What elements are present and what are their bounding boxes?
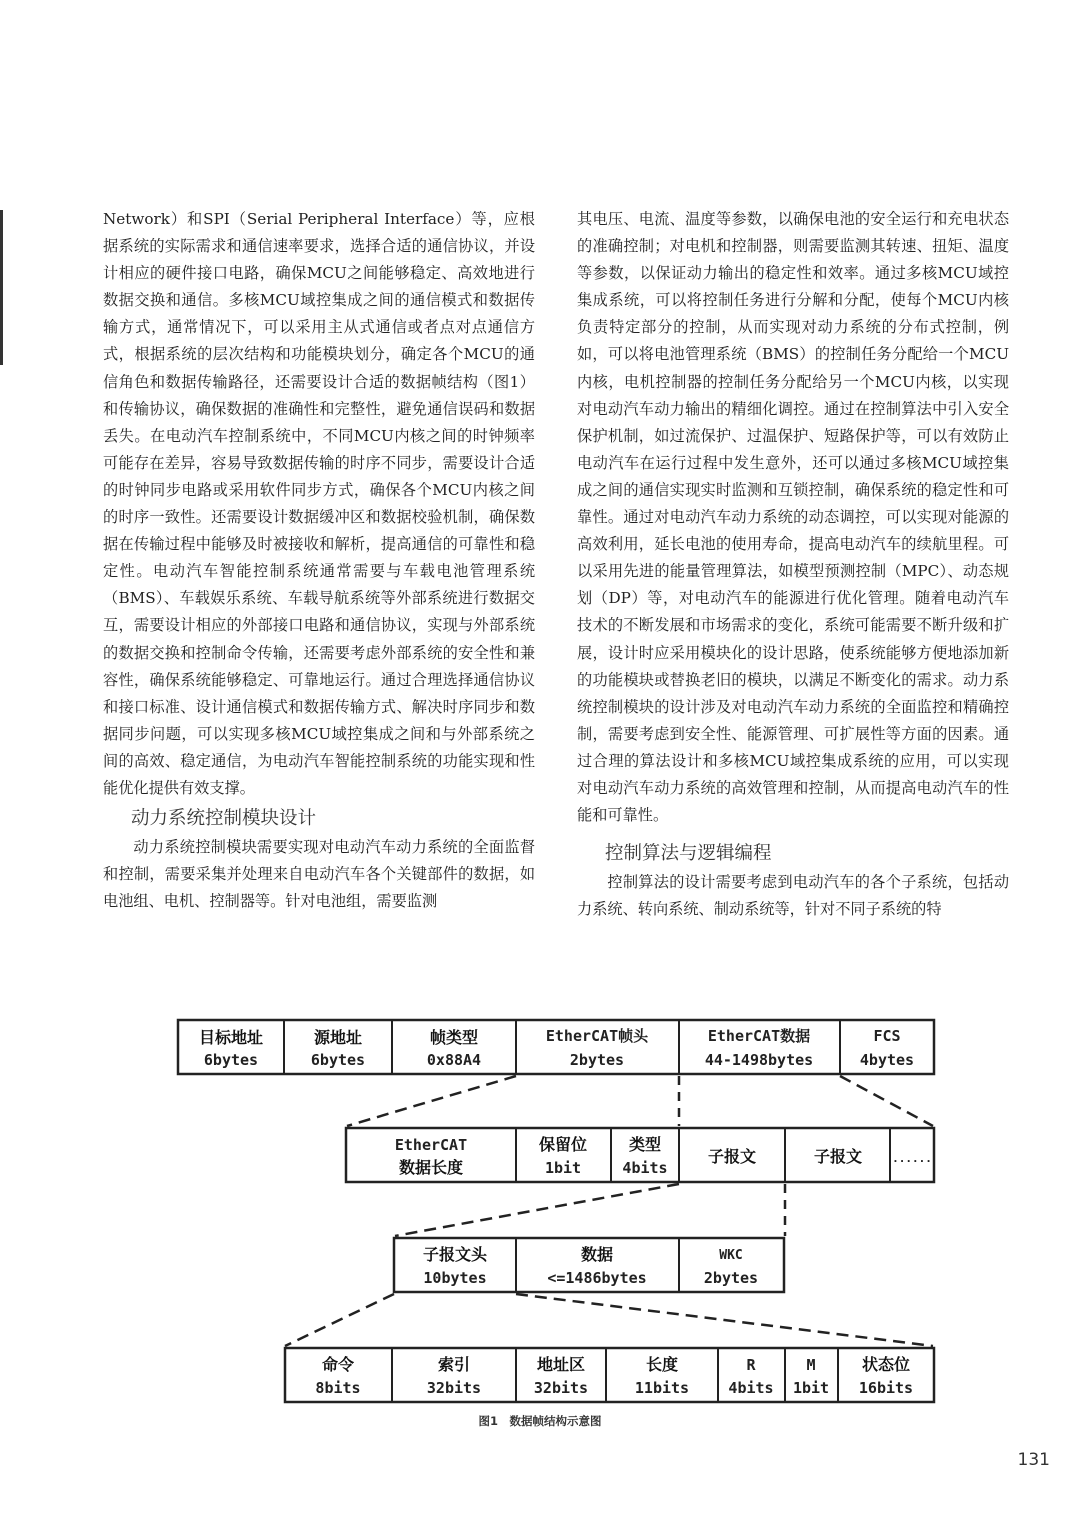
cell-src-addr-size: 6bytes <box>310 1051 366 1069</box>
cell-ethercat-length-sub: 数据长度 <box>398 1158 464 1177</box>
connector-2-left <box>395 1184 679 1236</box>
frame-structure-figure <box>0 1000 1080 1440</box>
cell-r-size: 4bits <box>728 1379 774 1397</box>
right-paragraph-2: 控制算法的设计需要考虑到电动汽车的各个子系统，包括动力系统、转向系统、制动系统等，针对不同子系统的特 <box>577 873 1009 919</box>
cell-command-label: 命令 <box>321 1355 355 1374</box>
cell-subpacket-header-size: 10bytes <box>423 1269 487 1287</box>
cell-subpacket-1: 子报文 <box>707 1147 757 1166</box>
cell-reserved-size: 1bit <box>544 1159 582 1177</box>
frame-row-ethernet <box>178 1020 934 1074</box>
cell-index-label: 索引 <box>437 1355 471 1374</box>
cell-length-label: 长度 <box>645 1355 679 1374</box>
cell-type-size: 4bits <box>622 1159 668 1177</box>
cell-src-addr-label: 源地址 <box>313 1028 363 1047</box>
cell-data-size: <=1486bytes <box>547 1269 647 1287</box>
cell-ethercat-data-label: EtherCAT数据 <box>707 1027 811 1045</box>
section-heading-power-control: 动力系统控制模块设计 <box>131 808 317 830</box>
cell-m-label: M <box>806 1356 816 1374</box>
cell-data-label: 数据 <box>580 1245 614 1264</box>
cell-length-size: 11bits <box>634 1379 690 1397</box>
cell-ethercat-data-size: 44-1498bytes <box>704 1051 814 1069</box>
cell-status-size: 16bits <box>858 1379 914 1397</box>
left-paragraph-2: 动力系统控制模块需要实现对电动汽车动力系统的全面监督和控制，需要采集并处理来自电动汽车各个关键部件的数据，如电池组、电机、控制器等。针对电池组，需要监测 <box>103 838 535 911</box>
frame-structure-diagram <box>0 1000 1080 1440</box>
cell-ethercat-header-label: EtherCAT帧头 <box>545 1027 649 1045</box>
figure-caption: 图1 数据帧结构示意图 <box>478 1414 602 1428</box>
cell-address-size: 32bits <box>533 1379 589 1397</box>
connector-3-left <box>285 1294 394 1346</box>
cell-frame-type-label: 帧类型 <box>429 1028 479 1047</box>
section-heading-control-algorithm: 控制算法与逻辑编程 <box>605 843 772 865</box>
cell-fcs-label: FCS <box>873 1027 901 1045</box>
right-column <box>577 206 1009 923</box>
cell-type-label: 类型 <box>628 1135 662 1154</box>
frame-row-ethercat <box>346 1128 934 1182</box>
cell-dest-addr-label: 目标地址 <box>198 1028 264 1047</box>
cell-address-label: 地址区 <box>536 1355 586 1374</box>
cell-dest-addr-size: 6bytes <box>203 1051 259 1069</box>
cell-ellipsis: ...... <box>892 1152 932 1165</box>
cell-subpacket-header-label: 子报文头 <box>422 1245 488 1264</box>
cell-frame-type-value: 0x88A4 <box>426 1051 482 1069</box>
cell-ethercat-header-size: 2bytes <box>569 1051 625 1069</box>
frame-row-subpacket <box>394 1238 784 1292</box>
cell-fcs-size: 4bytes <box>859 1051 915 1069</box>
page-number: 131 <box>1017 1450 1050 1470</box>
cell-wkc-label: WKC <box>719 1248 743 1263</box>
left-column <box>103 206 535 915</box>
cell-wkc-size: 2bytes <box>703 1269 759 1287</box>
cell-reserved-label: 保留位 <box>538 1135 588 1154</box>
frame-row-subpacket-header <box>285 1348 934 1402</box>
left-paragraph-1: Network）和SPI（Serial Peripheral Interface）等，应根据系统的实际需求和通信速率要求，选择合适的通信协议，并设计相应的硬件接口电路，确保MCU之间能够稳定、高效地进行数据交换和通信。多核MCU域控集成之间的通信模式和数据传输方式，通常情况下，可以采用主从式通信或者点对点通信方式，根据系统的层次结构和功能模块划分，确定各个MCU的通信角色和数据传输路径，还需要设计合适的数据帧结构（图1）和传输协议，确保数据的准确性和完整性，避免通信误码和数据丢失。在电动汽车控制系统中，不同MCU内核之间的时钟频率可能存在差异，容易导致数据传输的时序不同步，需要设计合适的时钟同步电路或采用软件同步方式，确保各个MCU内核之间的时序一致性。还需要设计数据缓冲区和数据校验机制，确保数据在传输过程中能够及时被接收和解析，提高通信的可靠性和稳定性。电动汽车智能控制系统通常需要与车载电池管理系统（BMS）、车载娱乐系统、车载导航系统等外部系统进行数据交互，需要设计相应的外部接口电路和通信协议，实现与外部系统的数据交换和控制命令传输，还需要考虑外部系统的安全性和兼容性，确保系统能够稳定、可靠地运行。通过合理选择通信协议和接口标准、设计通信模式和数据传输方式、解决时序同步和数据同步问题，可以实现多核MCU域控集成之间和与外部系统之间的高效、稳定通信，为电动汽车智能控制系统的功能实现和性能优化提供有效支撑。 <box>103 210 535 797</box>
margin-bar <box>0 210 3 365</box>
connector-1-right <box>840 1076 933 1126</box>
right-paragraph-1: 其电压、电流、温度等参数，以确保电池的安全运行和充电状态的准确控制；对电机和控制器，则需要监测其转速、扭矩、温度等参数，以保证动力输出的稳定性和效率。通过多核MCU域控集成系统，可以将控制任务进行分解和分配，使每个MCU内核负责特定部分的控制，从而实现对动力系统的分布式控制，例如，可以将电池管理系统（BMS）的控制任务分配给一个MCU内核，电机控制器的控制任务分配给另一个MCU内核，以实现对电动汽车动力输出的精细化调控。通过在控制算法中引入安全保护机制，如过流保护、过温保护、短路保护等，可以有效防止电动汽车在运行过程中发生意外，还可以通过多核MCU域控集成之间的通信实现实时监测和互锁控制，确保系统的稳定性和可靠性。通过对电动汽车动力系统的动态调控，可以实现对能源的高效利用，延长电池的使用寿命，提高电动汽车的续航里程。可以采用先进的能量管理算法，如模型预测控制（MPC）、动态规划（DP）等，对电动汽车的能源进行优化管理。随着电动汽车技术的不断发展和市场需求的变化，系统可能需要不断升级和扩展，设计时应采用模块化的设计思路，使系统能够方便地添加新的功能模块或替换老旧的模块，以满足不断变化的需求。动力系统控制模块的设计涉及对电动汽车动力系统的全面监控和精确控制，需要考虑到安全性、能源管理、可扩展性等方面的因素。通过合理的算法设计和多核MCU域控集成系统的应用，可以实现对电动汽车动力系统的高效管理和控制，从而提高电动汽车的性能和可靠性。 <box>577 210 1009 825</box>
cell-m-size: 1bit <box>792 1379 830 1397</box>
cell-subpacket-2: 子报文 <box>813 1147 863 1166</box>
cell-ethercat-length-label: EtherCAT <box>394 1136 468 1154</box>
connector-1-left <box>347 1076 516 1126</box>
cell-index-size: 32bits <box>426 1379 482 1397</box>
cell-r-label: R <box>746 1356 756 1374</box>
connector-3-right <box>516 1294 933 1346</box>
cell-command-size: 8bits <box>315 1379 361 1397</box>
cell-status-label: 状态位 <box>861 1355 911 1374</box>
